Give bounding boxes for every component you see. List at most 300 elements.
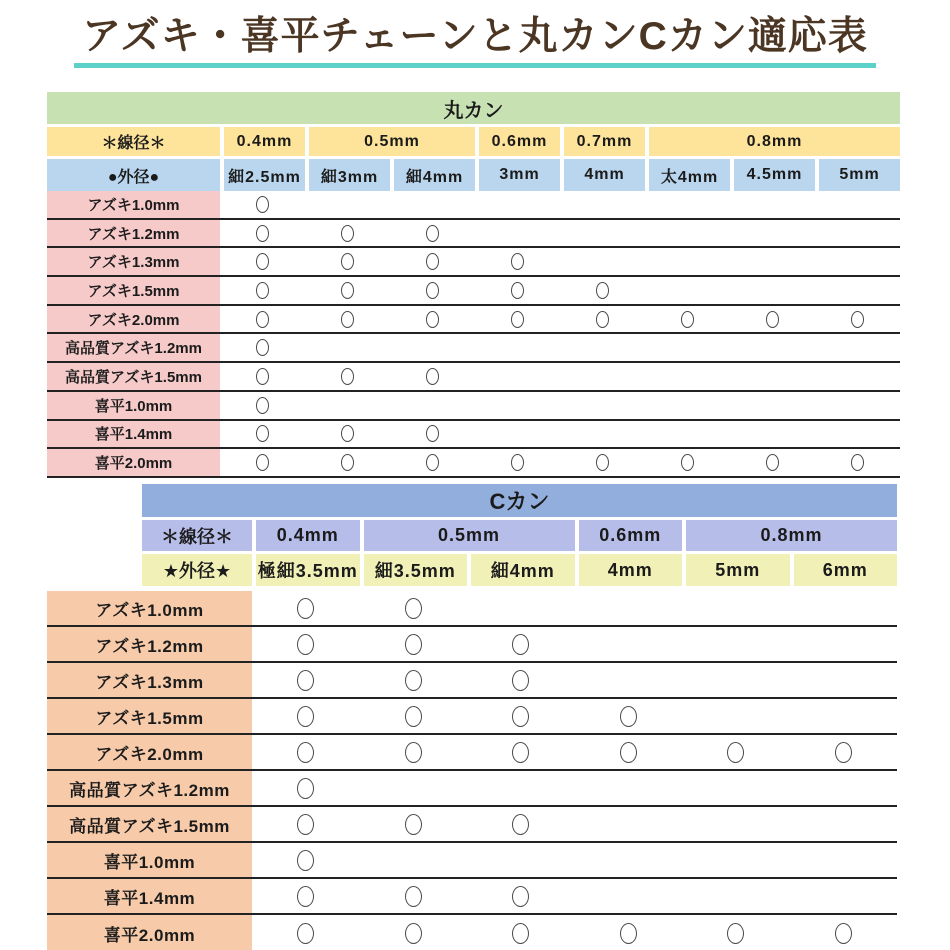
compatible-circle-mark xyxy=(766,454,779,471)
mark-cell xyxy=(560,363,645,390)
mark-cells xyxy=(220,363,900,390)
compatible-circle-mark xyxy=(512,742,529,763)
mark-cells xyxy=(252,735,897,769)
outer-size-header: 3mm xyxy=(475,159,560,191)
compatible-circle-mark xyxy=(727,923,744,944)
mark-cell xyxy=(645,449,730,476)
mark-cell xyxy=(730,421,815,448)
mark-cell xyxy=(575,879,683,913)
mark-cell xyxy=(682,699,790,733)
mark-cell xyxy=(730,220,815,247)
mark-cell xyxy=(390,191,475,218)
compatible-circle-mark xyxy=(512,670,529,691)
mark-cell xyxy=(305,392,390,419)
table-row xyxy=(47,663,897,699)
mark-cell xyxy=(815,191,900,218)
compatible-circle-mark xyxy=(766,311,779,328)
mark-cells xyxy=(252,843,897,877)
mark-cell xyxy=(575,627,683,661)
compatible-circle-mark xyxy=(620,742,637,763)
chain-type-label: アズキ2.0mm xyxy=(47,306,220,333)
mark-cell xyxy=(682,843,790,877)
compatible-circle-mark xyxy=(256,225,269,242)
mark-cell xyxy=(252,735,360,769)
compatible-circle-mark xyxy=(341,225,354,242)
mark-cell xyxy=(682,591,790,625)
mark-cell xyxy=(467,771,575,805)
mark-cell xyxy=(220,392,305,419)
compatible-circle-mark xyxy=(405,923,422,944)
mark-cell xyxy=(252,879,360,913)
mark-cell xyxy=(560,248,645,275)
compatible-circle-mark xyxy=(297,634,314,655)
mark-cell xyxy=(390,334,475,361)
outer-diameter-label: ★外径★ xyxy=(142,554,252,586)
compatible-circle-mark xyxy=(256,282,269,299)
compatible-circle-mark xyxy=(256,339,269,356)
compatible-circle-mark xyxy=(341,253,354,270)
table-row xyxy=(47,191,900,220)
table-row xyxy=(47,421,900,450)
mark-cell xyxy=(645,421,730,448)
compatible-circle-mark xyxy=(341,311,354,328)
mark-cell xyxy=(682,663,790,697)
outer-size-header: 細3.5mm xyxy=(360,554,468,586)
mark-cell xyxy=(730,449,815,476)
mark-cell xyxy=(305,363,390,390)
mark-cell xyxy=(560,191,645,218)
marukan-table xyxy=(47,92,900,478)
mark-cell xyxy=(560,277,645,304)
mark-cell xyxy=(360,843,468,877)
mark-cell xyxy=(360,627,468,661)
compatible-circle-mark xyxy=(426,368,439,385)
outer-size-header: 太4mm xyxy=(645,159,730,191)
chain-type-label: 高品質アズキ1.5mm xyxy=(47,807,252,841)
outer-size-header: 4mm xyxy=(560,159,645,191)
table-row xyxy=(47,277,900,306)
outer-diameter-label: ●外径● xyxy=(47,159,220,191)
compatible-circle-mark xyxy=(620,923,637,944)
mark-cell xyxy=(305,220,390,247)
compatible-circle-mark xyxy=(341,425,354,442)
mark-cell xyxy=(475,306,560,333)
compatible-circle-mark xyxy=(405,670,422,691)
wire-size-header: 0.5mm xyxy=(360,520,575,551)
mark-cell xyxy=(252,699,360,733)
mark-cell xyxy=(645,191,730,218)
mark-cell xyxy=(790,807,898,841)
mark-cell xyxy=(575,807,683,841)
table-row xyxy=(47,807,897,843)
mark-cell xyxy=(475,392,560,419)
mark-cell xyxy=(305,191,390,218)
mark-cell xyxy=(467,735,575,769)
table-row xyxy=(47,449,900,478)
mark-cell xyxy=(475,334,560,361)
chain-type-label: 高品質アズキ1.2mm xyxy=(47,771,252,805)
compatible-circle-mark xyxy=(256,253,269,270)
compatible-circle-mark xyxy=(426,425,439,442)
table-row xyxy=(47,879,897,915)
table-row xyxy=(47,735,897,771)
compatible-circle-mark xyxy=(851,311,864,328)
compatible-circle-mark xyxy=(426,225,439,242)
outer-size-header: 5mm xyxy=(815,159,900,191)
chain-type-label: 喜平1.4mm xyxy=(47,421,220,448)
mark-cell xyxy=(475,277,560,304)
mark-cell xyxy=(305,421,390,448)
mark-cell xyxy=(815,220,900,247)
compatible-circle-mark xyxy=(511,282,524,299)
mark-cell xyxy=(730,392,815,419)
chain-type-label: 高品質アズキ1.5mm xyxy=(47,363,220,390)
mark-cell xyxy=(645,220,730,247)
mark-cells xyxy=(252,771,897,805)
compatible-circle-mark xyxy=(512,634,529,655)
chain-type-label: アズキ1.5mm xyxy=(47,277,220,304)
compatible-circle-mark xyxy=(256,397,269,414)
title-underline xyxy=(74,63,876,68)
mark-cell xyxy=(305,306,390,333)
mark-cell xyxy=(730,363,815,390)
table-row xyxy=(47,334,900,363)
chain-type-label: 高品質アズキ1.2mm xyxy=(47,334,220,361)
table-row xyxy=(47,220,900,249)
mark-cell xyxy=(467,915,575,950)
mark-cell xyxy=(467,591,575,625)
page-title: アズキ・喜平チェーンと丸カンCカン適応表 xyxy=(82,15,868,58)
table-row xyxy=(47,591,897,627)
table-row xyxy=(47,627,897,663)
mark-cell xyxy=(575,735,683,769)
mark-cell xyxy=(360,591,468,625)
compatible-circle-mark xyxy=(512,886,529,907)
mark-cell xyxy=(575,699,683,733)
mark-cell xyxy=(815,277,900,304)
compatible-circle-mark xyxy=(405,742,422,763)
mark-cell xyxy=(682,771,790,805)
mark-cell xyxy=(645,277,730,304)
table-row xyxy=(47,392,900,421)
mark-cell xyxy=(220,277,305,304)
mark-cell xyxy=(815,334,900,361)
mark-cell xyxy=(360,879,468,913)
mark-cell xyxy=(252,627,360,661)
compatible-circle-mark xyxy=(851,454,864,471)
mark-cell xyxy=(220,421,305,448)
compatible-circle-mark xyxy=(426,454,439,471)
mark-cell xyxy=(360,735,468,769)
compatible-circle-mark xyxy=(256,454,269,471)
chain-type-label: 喜平1.4mm xyxy=(47,879,252,913)
outer-size-header: 4mm xyxy=(575,554,683,586)
wire-diameter-cols xyxy=(252,520,897,551)
mark-cell xyxy=(815,449,900,476)
mark-cell xyxy=(645,248,730,275)
mark-cell xyxy=(360,663,468,697)
marukan-table-title-bar: 丸カン xyxy=(47,92,900,124)
mark-cell xyxy=(730,191,815,218)
outer-diameter-cols xyxy=(252,554,897,586)
mark-cells xyxy=(252,879,897,913)
mark-cell xyxy=(790,699,898,733)
ckan-table-header xyxy=(142,484,897,586)
chain-type-label: アズキ1.0mm xyxy=(47,191,220,218)
wire-size-header: 0.8mm xyxy=(645,127,900,156)
mark-cell xyxy=(252,591,360,625)
compatible-circle-mark xyxy=(426,311,439,328)
mark-cell xyxy=(475,220,560,247)
outer-size-header: 6mm xyxy=(790,554,898,586)
compatible-circle-mark xyxy=(620,706,637,727)
mark-cell xyxy=(390,306,475,333)
title-block xyxy=(0,14,950,68)
mark-cell xyxy=(645,306,730,333)
mark-cell xyxy=(815,392,900,419)
chain-type-label: 喜平1.0mm xyxy=(47,392,220,419)
compatible-circle-mark xyxy=(256,196,269,213)
compatible-circle-mark xyxy=(512,814,529,835)
compatible-circle-mark xyxy=(297,886,314,907)
compatible-circle-mark xyxy=(426,282,439,299)
compatible-circle-mark xyxy=(341,454,354,471)
mark-cells xyxy=(252,591,897,625)
chain-type-label: アズキ2.0mm xyxy=(47,735,252,769)
compatible-circle-mark xyxy=(297,850,314,871)
mark-cell xyxy=(815,306,900,333)
mark-cell xyxy=(560,421,645,448)
wire-size-header: 0.8mm xyxy=(682,520,897,551)
mark-cells xyxy=(220,277,900,304)
compatible-circle-mark xyxy=(512,706,529,727)
mark-cells xyxy=(252,627,897,661)
mark-cell xyxy=(220,306,305,333)
compatible-circle-mark xyxy=(405,706,422,727)
mark-cell xyxy=(220,191,305,218)
table-row xyxy=(47,699,897,735)
mark-cell xyxy=(475,191,560,218)
compatible-circle-mark xyxy=(511,311,524,328)
outer-size-header: 4.5mm xyxy=(730,159,815,191)
mark-cell xyxy=(560,449,645,476)
chain-type-label: 喜平1.0mm xyxy=(47,843,252,877)
mark-cell xyxy=(305,277,390,304)
mark-cell xyxy=(790,663,898,697)
mark-cell xyxy=(360,699,468,733)
mark-cell xyxy=(682,627,790,661)
chain-type-label: アズキ1.5mm xyxy=(47,699,252,733)
mark-cell xyxy=(467,879,575,913)
outer-size-header: 極細3.5mm xyxy=(252,554,360,586)
ckan-data-rows xyxy=(47,591,897,950)
mark-cell xyxy=(815,363,900,390)
mark-cell xyxy=(575,663,683,697)
mark-cell xyxy=(475,421,560,448)
outer-size-header: 細2.5mm xyxy=(220,159,305,191)
compatible-circle-mark xyxy=(297,742,314,763)
mark-cell xyxy=(790,591,898,625)
compatible-circle-mark xyxy=(341,368,354,385)
mark-cell xyxy=(475,363,560,390)
compatible-circle-mark xyxy=(297,706,314,727)
wire-size-header: 0.7mm xyxy=(560,127,645,156)
mark-cell xyxy=(305,248,390,275)
wire-diameter-label: ＊線径＊ xyxy=(47,127,220,156)
mark-cell xyxy=(252,807,360,841)
mark-cell xyxy=(390,248,475,275)
ckan-outer-diameter-row xyxy=(142,554,897,586)
mark-cells xyxy=(220,421,900,448)
ckan-wire-diameter-row xyxy=(142,520,897,551)
ckan-table xyxy=(47,484,897,950)
mark-cells xyxy=(252,807,897,841)
wire-size-header: 0.6mm xyxy=(575,520,683,551)
compatible-circle-mark xyxy=(835,742,852,763)
table-row xyxy=(47,771,897,807)
mark-cell xyxy=(560,334,645,361)
mark-cell xyxy=(730,306,815,333)
mark-cell xyxy=(575,843,683,877)
mark-cell xyxy=(815,421,900,448)
mark-cell xyxy=(360,915,468,950)
mark-cells xyxy=(220,220,900,247)
compatible-circle-mark xyxy=(681,311,694,328)
mark-cell xyxy=(730,248,815,275)
table-row xyxy=(47,843,897,879)
table-row xyxy=(47,306,900,335)
mark-cell xyxy=(790,771,898,805)
wire-size-header: 0.4mm xyxy=(252,520,360,551)
mark-cell xyxy=(390,392,475,419)
compatible-circle-mark xyxy=(405,814,422,835)
mark-cell xyxy=(252,663,360,697)
mark-cell xyxy=(682,879,790,913)
ckan-table-title-bar: Cカン xyxy=(142,484,897,517)
mark-cell xyxy=(467,627,575,661)
marukan-outer-diameter-row xyxy=(47,159,900,191)
mark-cell xyxy=(682,735,790,769)
mark-cell xyxy=(252,915,360,950)
chain-type-label: アズキ1.2mm xyxy=(47,220,220,247)
mark-cells xyxy=(220,191,900,218)
mark-cell xyxy=(575,915,683,950)
mark-cell xyxy=(560,392,645,419)
chain-type-label: アズキ1.0mm xyxy=(47,591,252,625)
mark-cell xyxy=(305,334,390,361)
mark-cell xyxy=(252,771,360,805)
wire-size-header: 0.4mm xyxy=(220,127,305,156)
compatible-circle-mark xyxy=(596,454,609,471)
mark-cell xyxy=(220,363,305,390)
compatible-circle-mark xyxy=(405,598,422,619)
mark-cell xyxy=(560,220,645,247)
mark-cell xyxy=(390,277,475,304)
compatible-circle-mark xyxy=(596,311,609,328)
mark-cell xyxy=(220,449,305,476)
mark-cell xyxy=(645,392,730,419)
compatible-circle-mark xyxy=(297,814,314,835)
mark-cell xyxy=(575,771,683,805)
mark-cell xyxy=(560,306,645,333)
compatible-circle-mark xyxy=(681,454,694,471)
mark-cell xyxy=(220,334,305,361)
table-row xyxy=(47,915,897,950)
compatible-circle-mark xyxy=(835,923,852,944)
mark-cell xyxy=(390,363,475,390)
mark-cell xyxy=(790,843,898,877)
mark-cell xyxy=(252,843,360,877)
compatible-circle-mark xyxy=(405,886,422,907)
compatible-circle-mark xyxy=(297,778,314,799)
mark-cells xyxy=(252,699,897,733)
compatible-circle-mark xyxy=(426,253,439,270)
compatible-circle-mark xyxy=(511,253,524,270)
mark-cell xyxy=(475,248,560,275)
compatible-circle-mark xyxy=(596,282,609,299)
compatible-circle-mark xyxy=(256,368,269,385)
mark-cell xyxy=(790,915,898,950)
compatible-circle-mark xyxy=(727,742,744,763)
mark-cell xyxy=(467,663,575,697)
chain-type-label: 喜平2.0mm xyxy=(47,449,220,476)
compatible-circle-mark xyxy=(341,282,354,299)
outer-size-header: 5mm xyxy=(682,554,790,586)
compatible-circle-mark xyxy=(297,923,314,944)
chain-type-label: アズキ1.3mm xyxy=(47,248,220,275)
mark-cell xyxy=(467,807,575,841)
wire-size-header: 0.6mm xyxy=(475,127,560,156)
marukan-wire-diameter-row xyxy=(47,127,900,156)
marukan-data-rows xyxy=(47,191,900,478)
mark-cell xyxy=(790,735,898,769)
mark-cell xyxy=(467,843,575,877)
mark-cell xyxy=(682,807,790,841)
mark-cell xyxy=(360,807,468,841)
table-row xyxy=(47,248,900,277)
mark-cell xyxy=(790,627,898,661)
compatible-circle-mark xyxy=(512,923,529,944)
table-row xyxy=(47,363,900,392)
mark-cell xyxy=(305,449,390,476)
mark-cell xyxy=(220,248,305,275)
mark-cells xyxy=(220,334,900,361)
mark-cell xyxy=(730,334,815,361)
mark-cell xyxy=(220,220,305,247)
mark-cells xyxy=(252,915,897,950)
compatible-circle-mark xyxy=(297,670,314,691)
mark-cell xyxy=(390,220,475,247)
compatible-circle-mark xyxy=(405,634,422,655)
wire-diameter-label: ＊線径＊ xyxy=(142,520,252,551)
chain-type-label: アズキ1.2mm xyxy=(47,627,252,661)
compatible-circle-mark xyxy=(511,454,524,471)
outer-size-header: 細4mm xyxy=(467,554,575,586)
compatible-circle-mark xyxy=(256,425,269,442)
mark-cell xyxy=(575,591,683,625)
outer-diameter-cols xyxy=(220,159,900,191)
mark-cell xyxy=(390,449,475,476)
mark-cell xyxy=(475,449,560,476)
mark-cell xyxy=(790,879,898,913)
compatible-circle-mark xyxy=(256,311,269,328)
mark-cell xyxy=(645,363,730,390)
mark-cell xyxy=(360,771,468,805)
outer-size-header: 細4mm xyxy=(390,159,475,191)
mark-cell xyxy=(682,915,790,950)
mark-cell xyxy=(815,248,900,275)
mark-cell xyxy=(390,421,475,448)
